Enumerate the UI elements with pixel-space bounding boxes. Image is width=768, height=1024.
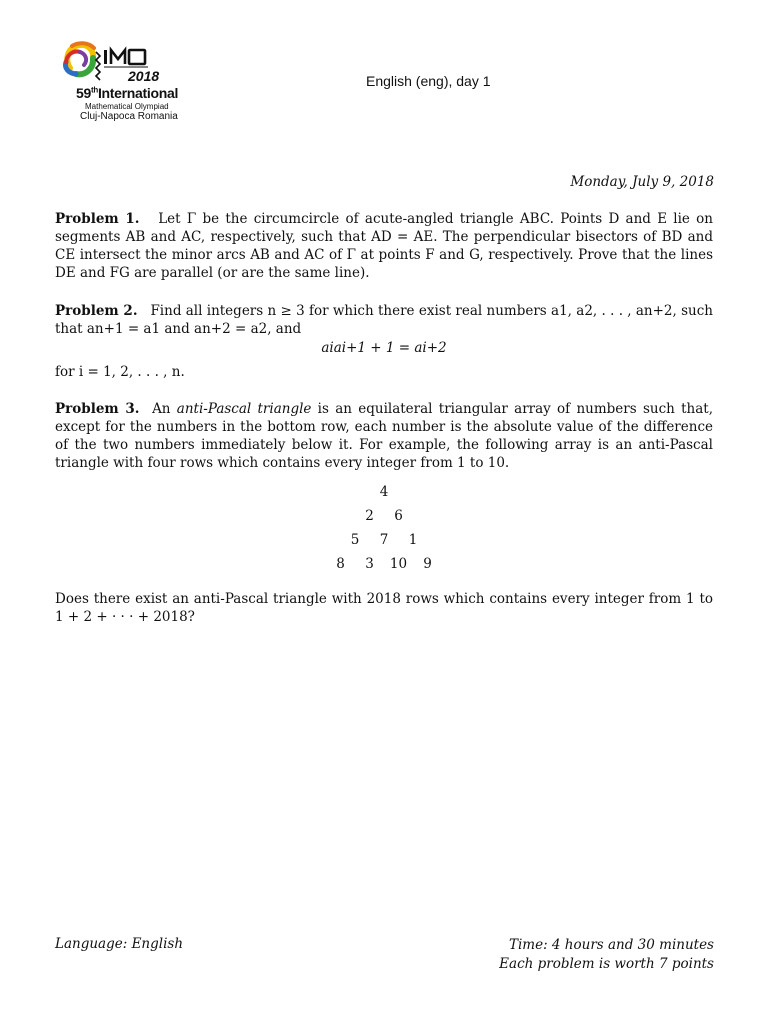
problem-2 xyxy=(55,302,713,338)
triangle-cell: 6 xyxy=(394,508,403,524)
problem-1-label: Problem 1. xyxy=(55,211,140,227)
footer-time: Time: 4 hours and 30 minutes xyxy=(508,937,714,953)
triangle-cell: 5 xyxy=(350,532,360,548)
triangle-cell: 9 xyxy=(423,556,432,572)
imo-logo xyxy=(58,40,208,122)
problem-1 xyxy=(55,210,713,282)
problem-3-term: anti-Pascal triangle xyxy=(176,401,312,417)
triangle-cell: 2 xyxy=(365,508,374,524)
triangle-cell: 3 xyxy=(365,556,374,572)
problem-3-text: is an equilateral triangular array of numbers such that, except for the numbers in the bottom row, each number is the absolute value of the difference of the two numbers immediately below it. For example, the following array is an anti-Pascal triangle with four rows which contains every integer from 1 to 10. xyxy=(55,401,713,471)
problem-2-tail: for i = 1, 2, . . . , n. xyxy=(55,364,185,380)
problem-2-text: Find all integers n ≥ 3 for which there exist real numbers a1, a2, . . . , an+2, such that an+1 = a1 and an+2 = a2, and xyxy=(55,303,713,337)
logo-edition: 59thInternational xyxy=(76,85,179,101)
footer-info xyxy=(499,936,714,974)
logo-year: 2018 xyxy=(128,68,160,84)
exam-date: Monday, July 9, 2018 xyxy=(570,174,714,190)
problem-3-question: Does there exist an anti-Pascal triangle with 2018 rows which contains every integer from 1 to 1 + 2 + · · · + 2018? xyxy=(55,591,713,625)
language-day-header: English (eng), day 1 xyxy=(366,73,491,89)
problem-3-label: Problem 3. xyxy=(55,401,140,417)
imo-logo-graphic xyxy=(58,40,208,90)
triangle-cell: 7 xyxy=(379,532,389,548)
problem-3: Problem 3. An anti-Pascal triangle is an equilateral triangular array of numbers such that, except for the numbers in the bottom row, each number is the absolute value of the difference of the two numbers immediately below it. For example, the following array is an anti-Pascal triangle with four rows which contains every integer from 1 to 10. xyxy=(55,401,713,471)
problem-1-text: Let Γ be the circumcircle of acute-angled triangle ABC. Points D and E lie on segments AB and AC, respectively, such that AD = AE. The perpendicular bisectors of BD and CE intersect the minor arcs AB and AC of Γ at points F and G, respectively. Prove that the lines DE and FG are parallel (or are the same line). xyxy=(55,211,713,281)
problem-2-label: Problem 2. xyxy=(55,303,138,319)
triangle-cell: 10 xyxy=(389,556,408,572)
footer-language: Language: English xyxy=(55,936,184,952)
logo-subtitle: Mathematical Olympiad xyxy=(85,102,169,111)
triangle-cell: 8 xyxy=(336,556,345,572)
footer-points: Each problem is worth 7 points xyxy=(499,956,714,972)
logo-place: Cluj-Napoca Romania xyxy=(80,111,178,122)
triangle-cell: 4 xyxy=(379,484,389,500)
triangle-cell: 1 xyxy=(408,532,418,548)
problem-2-equation: aiai+1 + 1 = ai+2 xyxy=(321,340,447,356)
